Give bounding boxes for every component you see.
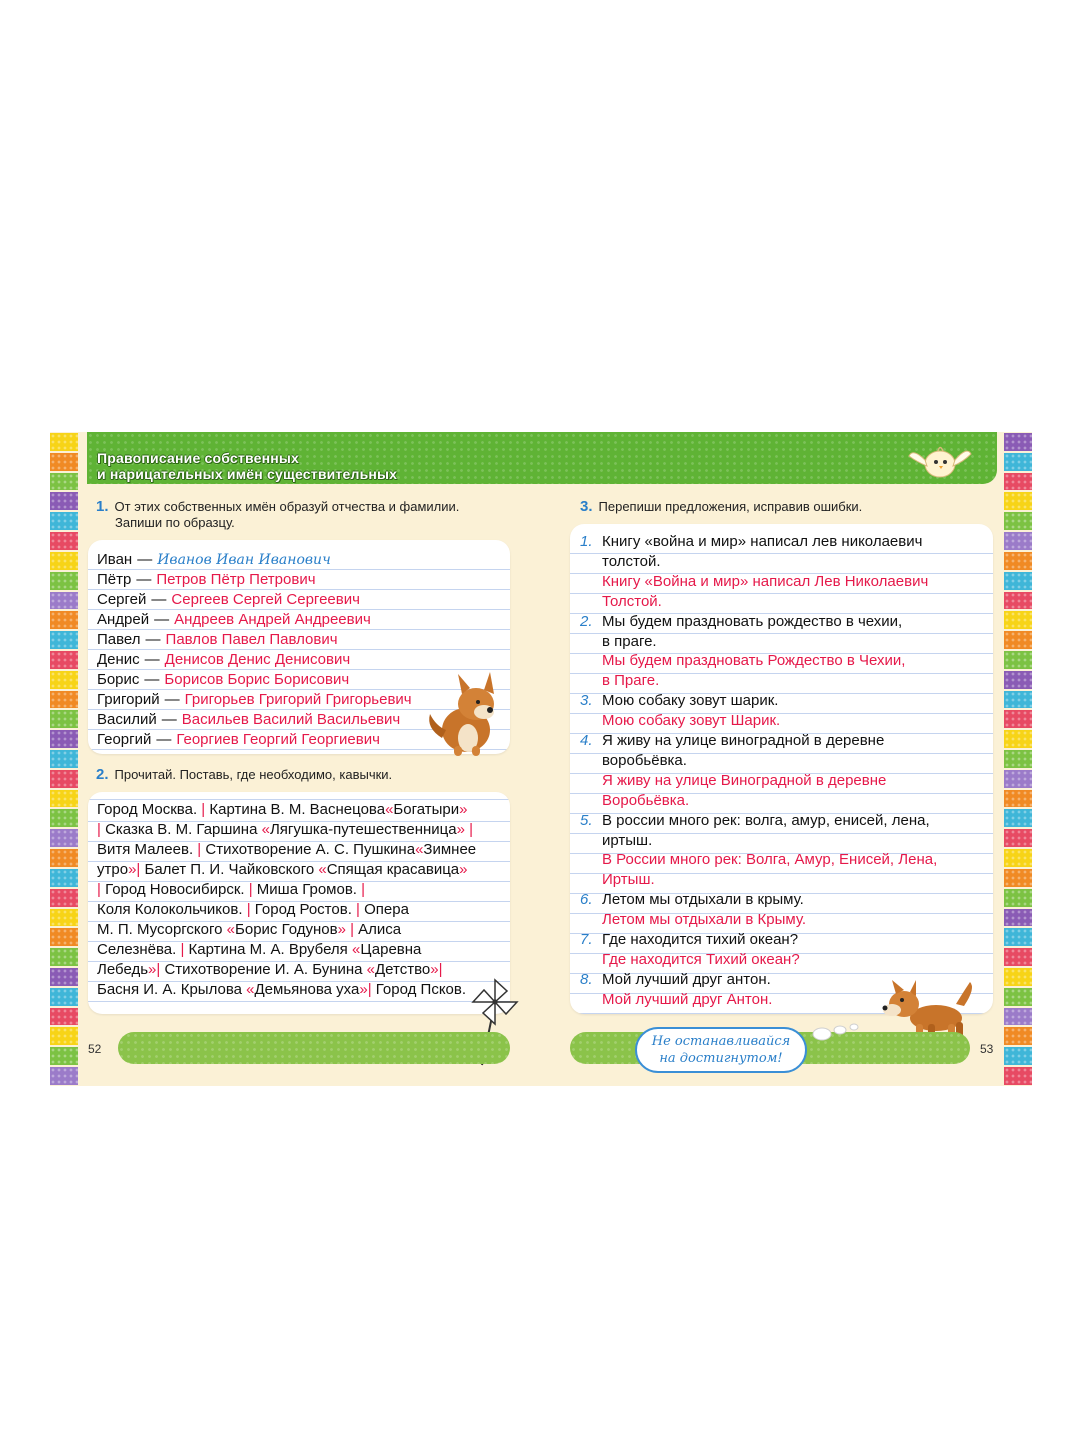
- name-row: [97, 670, 349, 690]
- stripe-block: [1004, 790, 1032, 808]
- stripe-block: [50, 909, 78, 927]
- sentence-text: воробьёвка.: [602, 751, 687, 769]
- inserted-mark: »: [459, 801, 468, 818]
- text-segment: Богатыри: [393, 801, 460, 818]
- stripe-block: [1004, 988, 1032, 1006]
- dash: —: [161, 711, 177, 728]
- sentence-text: Иртыш.: [602, 871, 655, 889]
- stripe-block: [50, 809, 78, 827]
- sentence-text: Мой лучший друг антон.: [602, 970, 771, 988]
- thought-bubble-icon: [810, 1022, 860, 1042]
- text-line: [97, 900, 409, 920]
- text-line: [97, 920, 401, 940]
- stripe-block: [1004, 532, 1032, 550]
- answer: Григорьев Григорий Григорьевич: [184, 691, 412, 708]
- text-segment: Коля Колокольчиков.: [97, 901, 247, 918]
- sentence-text: Толстой.: [602, 592, 662, 610]
- dash: —: [164, 691, 180, 708]
- stripe-block: [50, 730, 78, 748]
- name-row: [97, 570, 316, 590]
- sentence-text: Книгу «Война и мир» написал Лев Николаевич: [602, 572, 929, 590]
- stripe-block: [50, 750, 78, 768]
- sentence-text: Где находится тихий океан?: [602, 931, 799, 948]
- stripe-block: [1004, 909, 1032, 927]
- stripe-block: [1004, 1027, 1032, 1045]
- text-line: [97, 880, 365, 900]
- text-segment: Басня И. А. Крылова: [97, 981, 247, 998]
- sentence-text: Мы будем праздновать рождество в чехии,: [602, 612, 903, 630]
- answer: Андреев Андрей Андреевич: [174, 611, 371, 628]
- stripe-block: [1004, 710, 1032, 728]
- dash: —: [145, 631, 161, 648]
- stripe-block: [50, 453, 78, 471]
- corrected-sentence: [580, 950, 800, 970]
- task-3-instruction: 3. Перепиши предложения, исправив ошибки.: [580, 498, 863, 515]
- name-row: [97, 550, 331, 570]
- stripe-block: [1004, 492, 1032, 510]
- given-name: Георгий: [97, 731, 152, 748]
- inserted-mark: |: [464, 821, 473, 838]
- text-segment: Борис Годунов: [235, 921, 338, 938]
- inserted-mark: «: [351, 941, 361, 958]
- dash: —: [144, 651, 160, 668]
- sentence-text: Летом мы отдыхали в Крыму.: [602, 911, 807, 929]
- text-segment: Город Новосибирск.: [100, 881, 249, 898]
- text-line: [97, 960, 442, 980]
- stripe-block: [50, 552, 78, 570]
- stripe-block: [1004, 928, 1032, 946]
- stripe-block: [1004, 968, 1032, 986]
- stripe-block: [50, 770, 78, 788]
- text-segment: М. П. Мусоргского: [97, 921, 227, 938]
- stripe-block: [50, 611, 78, 629]
- stripe-block: [1004, 572, 1032, 590]
- sentence-line: [580, 632, 657, 652]
- stripe-block: [1004, 592, 1032, 610]
- sentence-text: в Праге.: [602, 672, 660, 690]
- stripe-block: [50, 710, 78, 728]
- given-name: Василий: [97, 711, 157, 728]
- stripe-block: [50, 988, 78, 1006]
- stripe-block: [1004, 829, 1032, 847]
- stripe-block: [50, 512, 78, 530]
- stripe-block: [50, 1047, 78, 1065]
- stripe-block: [50, 433, 78, 451]
- motto-cloud: Не останавливайся на достигнутом!: [635, 1027, 807, 1073]
- stripe-block: [1004, 770, 1032, 788]
- item-number: 6.: [580, 891, 593, 909]
- given-name: Иван: [97, 551, 133, 568]
- stripe-block: [50, 928, 78, 946]
- text-segment: Город Псков.: [375, 981, 467, 998]
- given-name: Пётр: [97, 571, 132, 588]
- name-row: [97, 630, 338, 650]
- sentence-line: [580, 970, 771, 990]
- text-segment: Балет П. И. Чайковского: [140, 861, 319, 878]
- stripe-block: [50, 1008, 78, 1026]
- sentence-text: Мою собаку зовут шарик.: [602, 692, 779, 710]
- item-number: 2.: [580, 612, 593, 630]
- corrected-sentence: [580, 850, 937, 870]
- page-number-left: 52: [88, 1042, 102, 1056]
- stripe-block: [1004, 750, 1032, 768]
- inserted-mark: »: [430, 961, 439, 978]
- stripe-block: [1004, 631, 1032, 649]
- answer: Борисов Борис Борисович: [164, 671, 350, 688]
- stripe-block: [50, 572, 78, 590]
- text-segment: Витя Малеев.: [97, 841, 198, 858]
- text-segment: Стихотворение А. С. Пушкина: [201, 841, 416, 858]
- name-row: [97, 590, 360, 610]
- stripe-block: [50, 1067, 78, 1085]
- sentence-line: [580, 691, 778, 711]
- dash: —: [156, 731, 172, 748]
- sentence-text: Мой лучший друг Антон.: [602, 990, 773, 1008]
- inserted-mark: «: [226, 921, 236, 938]
- given-name: Григорий: [97, 691, 160, 708]
- corrected-sentence: [580, 711, 780, 731]
- inserted-mark: |: [356, 901, 360, 918]
- given-name: Сергей: [97, 591, 147, 608]
- stripe-block: [1004, 473, 1032, 491]
- answer: Васильев Василий Васильевич: [181, 711, 401, 728]
- given-name: Денис: [97, 651, 140, 668]
- item-number: 3.: [580, 692, 593, 710]
- sentence-text: иртыш.: [602, 831, 653, 849]
- inserted-mark: |: [180, 941, 185, 958]
- sentence-line: [580, 532, 922, 552]
- dash: —: [136, 571, 152, 588]
- stripe-block: [50, 849, 78, 867]
- name-row: [97, 650, 350, 670]
- text-segment: Картина В. М. Васнецова: [205, 801, 386, 818]
- sentence-line: [580, 552, 661, 572]
- stripe-block: [1004, 651, 1032, 669]
- inserted-mark: »: [359, 981, 368, 998]
- stripe-block: [1004, 869, 1032, 887]
- corrected-sentence: [580, 592, 662, 612]
- text-segment: Миша Громов.: [252, 881, 362, 898]
- text-segment: Лягушка-путешественница: [269, 821, 457, 838]
- stripe-block: [1004, 671, 1032, 689]
- dash: —: [151, 591, 167, 608]
- text-segment: Спящая красавица: [326, 861, 460, 878]
- item-number: 7.: [580, 931, 593, 948]
- inserted-mark: |: [156, 961, 161, 978]
- sentence-text: Воробьёвка.: [602, 791, 690, 809]
- corrected-sentence: [580, 910, 806, 930]
- given-name: Борис: [97, 671, 140, 688]
- sentence-text: Книгу «война и мир» написал лев николаевич: [602, 533, 923, 550]
- task-2-instruction: 2. Прочитай. Поставь, где необходимо, кавычки.: [96, 766, 393, 783]
- sentence-text: Я живу на улице виноградной в деревне: [602, 732, 885, 749]
- title-banner: [87, 432, 997, 484]
- answer: Петров Пётр Петрович: [156, 571, 316, 588]
- sentence-text: В россии много рек: волга, амур, енисей, лена,: [602, 811, 930, 829]
- name-row: [97, 610, 371, 630]
- item-number: 8.: [580, 970, 593, 988]
- inserted-mark: »: [148, 961, 157, 978]
- text-segment: Детство: [375, 961, 431, 978]
- bird-icon: [905, 438, 975, 482]
- dash: —: [144, 671, 160, 688]
- inserted-mark: |: [246, 901, 251, 918]
- text-segment: Сказка В. М. Гаршина: [100, 821, 262, 838]
- corrected-sentence: [580, 791, 689, 811]
- stripe-block: [1004, 1067, 1032, 1085]
- sentence-text: толстой.: [602, 552, 661, 570]
- sentence-line: [580, 930, 798, 950]
- stripe-block: [1004, 611, 1032, 629]
- corrected-sentence: [580, 990, 772, 1010]
- task-3-card: [570, 524, 993, 1014]
- text-segment: Селезнёва.: [97, 941, 181, 958]
- sentence-line: [580, 811, 930, 831]
- stripe-block: [1004, 433, 1032, 451]
- text-segment: Царевна: [360, 941, 422, 958]
- page-number-right: 53: [980, 1042, 994, 1056]
- text-segment: Стихотворение И. А. Бунина: [160, 961, 367, 978]
- sentence-line: [580, 751, 687, 771]
- text-line: [97, 820, 473, 840]
- inserted-mark: |: [248, 881, 253, 898]
- stripe-block: [50, 631, 78, 649]
- text-line: [97, 860, 467, 880]
- stripe-block: [50, 948, 78, 966]
- inserted-mark: |: [97, 881, 101, 898]
- inserted-mark: |: [345, 921, 359, 938]
- stripe-block: [50, 691, 78, 709]
- corrected-sentence: [580, 671, 659, 691]
- item-number: 1.: [580, 533, 593, 550]
- inserted-mark: |: [361, 881, 366, 898]
- stripe-block: [1004, 849, 1032, 867]
- dash: —: [154, 611, 170, 628]
- given-name: Павел: [97, 631, 141, 648]
- stripe-block: [1004, 948, 1032, 966]
- inserted-mark: «: [385, 801, 394, 818]
- text-segment: утро: [97, 861, 129, 878]
- stripe-block: [1004, 1008, 1032, 1026]
- inserted-mark: «: [318, 861, 327, 878]
- given-name: Андрей: [97, 611, 150, 628]
- stripe-block: [50, 829, 78, 847]
- inserted-mark: »: [456, 821, 465, 838]
- inserted-mark: |: [136, 861, 141, 878]
- inserted-mark: «: [261, 821, 270, 838]
- item-number: 4.: [580, 732, 593, 749]
- inserted-mark: |: [97, 821, 101, 838]
- sentence-text: в праге.: [602, 632, 657, 650]
- stripe-block: [50, 651, 78, 669]
- sentence-text: Я живу на улице Виноградной в деревне: [602, 771, 887, 789]
- text-segment: Город Москва.: [97, 801, 202, 818]
- task-1-instruction: 1. От этих собственных имён образуй отчества и фамилии. Запиши по образцу.: [96, 498, 460, 530]
- task-2-card: [88, 792, 510, 1014]
- text-segment: Демьянова уха: [254, 981, 360, 998]
- stripe-block: [50, 532, 78, 550]
- text-segment: Картина М. А. Врубеля: [184, 941, 352, 958]
- inserted-mark: »: [337, 921, 346, 938]
- corrected-sentence: [580, 651, 905, 671]
- stripe-block: [50, 492, 78, 510]
- stripe-block: [50, 473, 78, 491]
- sentence-text: В России много рек: Волга, Амур, Енисей, Лена,: [602, 851, 938, 869]
- stripe-block: [1004, 552, 1032, 570]
- stripe-block: [50, 790, 78, 808]
- text-line: [97, 940, 421, 960]
- stripe-block: [1004, 1047, 1032, 1065]
- stripe-block: [1004, 691, 1032, 709]
- stripe-block: [50, 671, 78, 689]
- text-segment: Алиса: [358, 921, 402, 938]
- text-segment: Лебедь: [97, 961, 149, 978]
- left-color-stripe: [50, 432, 78, 1086]
- stripe-block: [1004, 889, 1032, 907]
- text-line: [97, 840, 476, 860]
- inserted-mark: »: [459, 861, 468, 878]
- sentence-text: Летом мы отдыхали в крыму.: [602, 891, 804, 909]
- stripe-block: [1004, 512, 1032, 530]
- stripe-block: [50, 968, 78, 986]
- sentence-line: [580, 890, 804, 910]
- inserted-mark: |: [197, 841, 202, 858]
- sample-answer: Иванов Иван Иванович: [157, 552, 331, 568]
- inserted-mark: «: [366, 961, 376, 978]
- inserted-mark: »: [128, 861, 137, 878]
- stripe-block: [1004, 730, 1032, 748]
- stripe-block: [50, 592, 78, 610]
- sentence-text: Где находится Тихий океан?: [602, 950, 800, 968]
- inserted-mark: «: [246, 981, 255, 998]
- stripe-block: [50, 889, 78, 907]
- dog-icon: [424, 668, 510, 758]
- text-segment: Опера: [359, 901, 409, 918]
- stripe-block: [1004, 453, 1032, 471]
- inserted-mark: «: [415, 841, 424, 858]
- inserted-mark: |: [201, 801, 206, 818]
- sentence-line: [580, 612, 902, 632]
- answer: Павлов Павел Павлович: [165, 631, 338, 648]
- name-row: [97, 730, 380, 750]
- dash: —: [137, 551, 153, 568]
- page-title: Правописание собственных и нарицательных имён существительных: [97, 450, 398, 482]
- answer: Георгиев Георгий Георгиевич: [176, 731, 380, 748]
- answer: Сергеев Сергей Сергеевич: [171, 591, 360, 608]
- sentence-line: [580, 731, 884, 751]
- text-line: [97, 800, 467, 820]
- answer: Денисов Денис Денисович: [164, 651, 351, 668]
- corrected-sentence: [580, 771, 886, 791]
- right-color-stripe: [1004, 432, 1032, 1086]
- text-segment: Зимнее: [423, 841, 477, 858]
- corrected-sentence: [580, 572, 928, 592]
- text-segment: Город Ростов.: [250, 901, 357, 918]
- item-number: 5.: [580, 811, 593, 829]
- text-line: [97, 980, 466, 1000]
- left-footer-bar: [118, 1032, 510, 1064]
- stripe-block: [50, 1027, 78, 1045]
- corrected-sentence: [580, 870, 655, 890]
- name-row: [97, 710, 400, 730]
- stripe-block: [50, 869, 78, 887]
- book-spread: [50, 432, 1032, 1086]
- stripe-block: [1004, 809, 1032, 827]
- inserted-mark: |: [438, 961, 443, 978]
- name-row: [97, 690, 412, 710]
- sentence-text: Мою собаку зовут Шарик.: [602, 712, 781, 730]
- inserted-mark: |: [367, 981, 376, 998]
- sentence-line: [580, 831, 652, 851]
- sentence-text: Мы будем праздновать Рождество в Чехии,: [602, 652, 906, 670]
